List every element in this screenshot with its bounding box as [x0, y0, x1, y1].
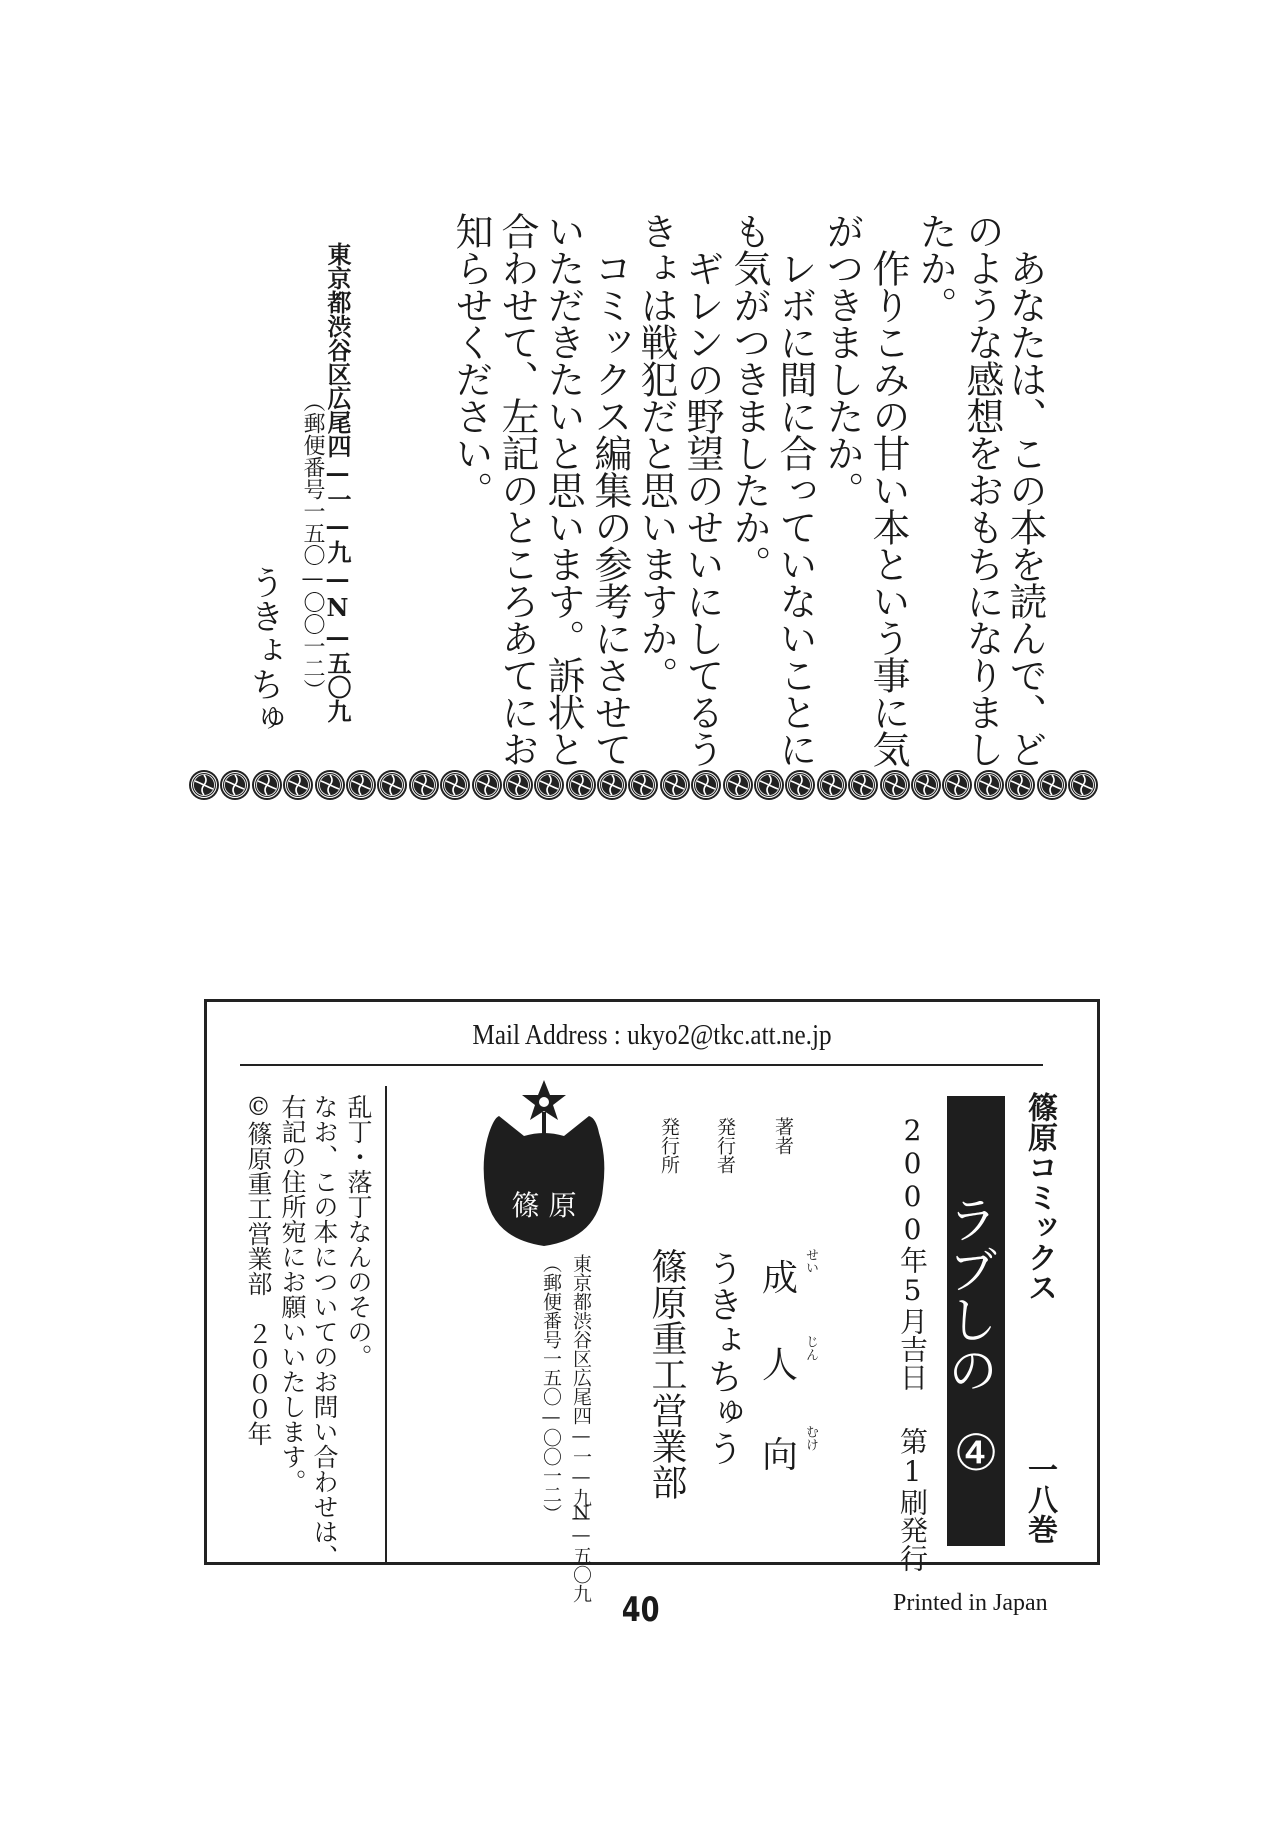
message-line: 知らせください。	[449, 212, 493, 508]
label-author: 著者	[772, 1117, 794, 1155]
swirl-ornament-icon	[753, 769, 784, 801]
message-line: きょは戦犯だと思いますか。	[634, 212, 678, 693]
swirl-ornament-icon	[314, 769, 345, 801]
swirl-ornament-icon	[282, 769, 313, 801]
swirl-ornament-icon	[188, 769, 219, 801]
message-address: 東京都渋谷区広尾四—一—九—N—五〇九	[323, 242, 352, 723]
swirl-ornament-icon	[1004, 769, 1035, 801]
book-title: ラブしの	[940, 1194, 998, 1394]
message-line: ギレンの野望のせいにしてるう	[680, 212, 724, 767]
office-address: 東京都渋谷区広尾四—一—九—	[570, 1254, 592, 1529]
cat-star-logo-icon	[469, 1078, 619, 1268]
mail-address: Mail Address : ukyo2@tkc.att.ne.jp	[472, 1020, 832, 1051]
note-line: なお、この本についてのお問い合わせは、	[310, 1094, 339, 1569]
volume: 一八巻	[1022, 1454, 1057, 1544]
swirl-ornament-icon	[502, 769, 533, 801]
swirl-ornament-icon	[376, 769, 407, 801]
printed-in-japan: Printed in Japan	[893, 1590, 1048, 1616]
swirl-ornament-icon	[251, 769, 282, 801]
message-line: がつきましたか。	[820, 212, 864, 508]
message-line: も気がつきましたか。	[727, 212, 771, 582]
printing: 第1刷発行	[896, 1427, 929, 1572]
ruby: むけ	[803, 1425, 818, 1451]
author-char: 向	[762, 1435, 799, 1476]
swirl-ornament-icon	[408, 769, 439, 801]
swirl-ornament-icon	[973, 769, 1004, 801]
swirl-ornament-icon	[471, 769, 502, 801]
message-line: レボに間に合っていないことに	[773, 212, 817, 767]
swirl-ornament-icon	[533, 769, 564, 801]
swirl-ornament-icon	[596, 769, 627, 801]
copyright: ©篠原重工営業部 ２０００年	[244, 1092, 273, 1446]
ornament-band	[188, 769, 1098, 803]
publisher-name: うきょちゅう	[702, 1250, 743, 1466]
ruby: せい	[803, 1248, 818, 1274]
page-number: 40	[621, 1590, 660, 1630]
swirl-ornament-icon	[941, 769, 972, 801]
swirl-ornament-icon	[219, 769, 250, 801]
swirl-ornament-icon	[1036, 769, 1067, 801]
swirl-ornament-icon	[847, 769, 878, 801]
swirl-ornament-icon	[784, 769, 815, 801]
author-char: 成	[762, 1258, 799, 1299]
swirl-ornament-icon	[627, 769, 658, 801]
office-postal: （郵便番号一五〇—〇〇一二）	[540, 1254, 562, 1523]
message-line: あなたは、この本を読んで、ど	[1003, 212, 1047, 767]
swirl-ornament-icon	[1067, 769, 1098, 801]
message-postal: （郵便番号一五〇—〇〇一二）	[300, 390, 325, 701]
note-line: 右記の住所宛にお願いいたします。	[278, 1094, 307, 1494]
swirl-ornament-icon	[345, 769, 376, 801]
publisher-logo	[469, 1078, 619, 1268]
message-line: コミックス編集の参考にさせて	[588, 212, 632, 767]
office-address-2: N—五〇九	[570, 1502, 592, 1603]
logo-text: 篠 原	[511, 1189, 577, 1222]
publish-date: 2000年5月吉日	[896, 1114, 929, 1391]
label-publisher: 発行者	[714, 1117, 736, 1174]
message-line: いただきたいと思います。訴状と	[541, 212, 585, 767]
issue-number: ④	[947, 1424, 1005, 1482]
swirl-ornament-icon	[816, 769, 847, 801]
message-line: のような感想をおもちになりまし	[960, 212, 1004, 767]
swirl-ornament-icon	[565, 769, 596, 801]
swirl-ornament-icon	[879, 769, 910, 801]
message-line: 合わせて、左記のところあてにお	[495, 212, 539, 767]
message-line: たか。	[913, 212, 957, 323]
divider	[240, 1064, 1043, 1066]
signature: うきょちゅ	[244, 565, 284, 735]
swirl-ornament-icon	[439, 769, 470, 801]
series-name: 篠原コミックス	[1022, 1092, 1057, 1302]
author-char: 人	[762, 1345, 799, 1386]
swirl-ornament-icon	[722, 769, 753, 801]
vertical-divider	[385, 1086, 387, 1562]
message-line: 作りこみの甘い本という事に気	[866, 212, 910, 767]
office-name: 篠原重工営業部	[646, 1248, 687, 1500]
swirl-ornament-icon	[690, 769, 721, 801]
title-bar	[940, 1096, 1005, 1546]
label-office: 発行所	[658, 1117, 680, 1174]
note-line: 乱丁・落丁なんのその。	[344, 1094, 373, 1369]
ruby: じん	[803, 1335, 818, 1361]
swirl-ornament-icon	[659, 769, 690, 801]
swirl-ornament-icon	[910, 769, 941, 801]
